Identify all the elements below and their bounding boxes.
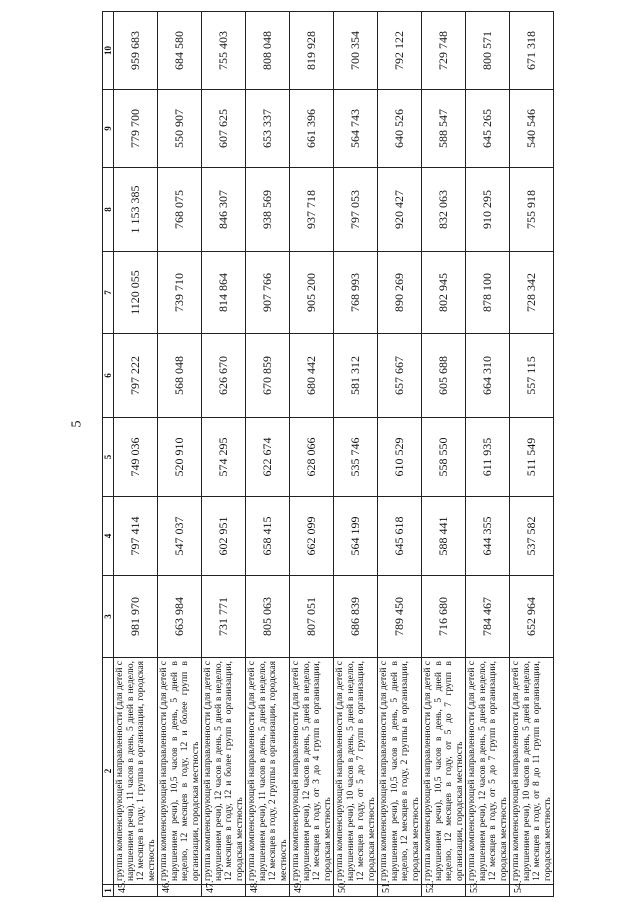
cost-value: 653 337 bbox=[246, 90, 290, 168]
cost-value: 981 970 bbox=[114, 576, 158, 658]
group-description: группа компенсирующей направленности (для детей с нарушением речи), 10 часов в день, 5 дней в неделю, 12 месяцев в году, от 8 до 11 групп в организации, городская местность bbox=[510, 658, 554, 885]
table-header-row bbox=[103, 12, 114, 897]
column-header: 2 bbox=[103, 658, 114, 885]
cost-value: 768 993 bbox=[334, 252, 378, 334]
row-number: 47. bbox=[202, 885, 246, 897]
cost-value: 779 700 bbox=[114, 90, 158, 168]
cost-value: 807 051 bbox=[290, 576, 334, 658]
cost-value: 800 571 bbox=[466, 12, 510, 90]
cost-value: 645 618 bbox=[378, 497, 422, 576]
cost-value: 535 746 bbox=[334, 418, 378, 497]
cost-value: 797 414 bbox=[114, 497, 158, 576]
cost-value: 611 935 bbox=[466, 418, 510, 497]
cost-value: 731 771 bbox=[202, 576, 246, 658]
cost-value: 797 222 bbox=[114, 334, 158, 418]
row-number: 48. bbox=[246, 885, 290, 897]
row-number: 45. bbox=[114, 885, 158, 897]
cost-value: 663 984 bbox=[158, 576, 202, 658]
cost-value: 814 864 bbox=[202, 252, 246, 334]
cost-value: 749 036 bbox=[114, 418, 158, 497]
cost-value: 819 928 bbox=[290, 12, 334, 90]
cost-value: 605 688 bbox=[422, 334, 466, 418]
cost-value: 1120 055 bbox=[114, 252, 158, 334]
group-description: группа компенсирующей направленности (для детей с нарушением речи), 11 часов в день, 5 дней в неделю, 12 месяцев в году, 2 группы в организации, городская местность bbox=[246, 658, 290, 885]
cost-value: 540 546 bbox=[510, 90, 554, 168]
cost-value: 610 529 bbox=[378, 418, 422, 497]
column-header: 6 bbox=[103, 334, 114, 418]
table-row bbox=[422, 12, 466, 897]
cost-value: 644 355 bbox=[466, 497, 510, 576]
cost-value: 645 265 bbox=[466, 90, 510, 168]
column-header: 5 bbox=[103, 418, 114, 497]
cost-value: 878 100 bbox=[466, 252, 510, 334]
cost-value: 716 680 bbox=[422, 576, 466, 658]
cost-value: 768 075 bbox=[158, 168, 202, 252]
cost-value: 802 945 bbox=[422, 252, 466, 334]
group-description: группа компенсирующей направленности (для детей с нарушением речи), 12 часов в день, 5 дней в неделю, 12 месяцев в году, от 5 до 7 групп в организации, городская местность bbox=[466, 658, 510, 885]
page-number: 5 bbox=[69, 420, 85, 428]
cost-value: 920 427 bbox=[378, 168, 422, 252]
cost-value: 652 964 bbox=[510, 576, 554, 658]
cost-value: 890 269 bbox=[378, 252, 422, 334]
cost-value: 574 295 bbox=[202, 418, 246, 497]
column-header: 3 bbox=[103, 576, 114, 658]
cost-value: 907 766 bbox=[246, 252, 290, 334]
group-description: группа компенсирующей направленности (для детей с нарушением речи), 12 часов в день, 5 дней в неделю, 12 месяцев в году, 12 и более групп в организации, городская местность bbox=[202, 658, 246, 885]
group-description: группа компенсирующей направленности (для детей с нарушением речи), 10 часов в день, 5 дней в неделю, 12 месяцев в году, от 5 до 7 групп в организации, городская местность bbox=[334, 658, 378, 885]
cost-value: 547 037 bbox=[158, 497, 202, 576]
cost-value: 755 403 bbox=[202, 12, 246, 90]
table-row bbox=[246, 12, 290, 897]
cost-value: 846 307 bbox=[202, 168, 246, 252]
cost-value: 808 048 bbox=[246, 12, 290, 90]
row-number: 50. bbox=[334, 885, 378, 897]
row-number: 52. bbox=[422, 885, 466, 897]
cost-value: 558 550 bbox=[422, 418, 466, 497]
table-row bbox=[334, 12, 378, 897]
table-row bbox=[158, 12, 202, 897]
cost-value: 910 295 bbox=[466, 168, 510, 252]
cost-value: 684 580 bbox=[158, 12, 202, 90]
cost-value: 662 099 bbox=[290, 497, 334, 576]
cost-value: 537 582 bbox=[510, 497, 554, 576]
cost-value: 622 674 bbox=[246, 418, 290, 497]
row-number: 53. bbox=[466, 885, 510, 897]
table-row bbox=[202, 12, 246, 897]
cost-value: 658 415 bbox=[246, 497, 290, 576]
cost-value: 671 318 bbox=[510, 12, 554, 90]
cost-value: 557 115 bbox=[510, 334, 554, 418]
column-header: 1 bbox=[103, 885, 114, 897]
cost-value: 937 718 bbox=[290, 168, 334, 252]
cost-value: 588 441 bbox=[422, 497, 466, 576]
row-number: 49. bbox=[290, 885, 334, 897]
cost-value: 938 569 bbox=[246, 168, 290, 252]
group-description: группа компенсирующей направленности (для детей с нарушением речи), 11 часов в день, 5 дней в неделю, 12 месяцев в году, 1 группа в организации, городская местность bbox=[114, 658, 158, 885]
cost-value: 520 910 bbox=[158, 418, 202, 497]
group-description: группа компенсирующей направленности (для детей с нарушением речи), 10,5 часов в день, 5 дней в неделю, 12 месяцев в году, 12 и более групп в организации, городская местность bbox=[158, 658, 202, 885]
column-header: 4 bbox=[103, 497, 114, 576]
cost-value: 729 748 bbox=[422, 12, 466, 90]
cost-value: 657 667 bbox=[378, 334, 422, 418]
cost-value: 602 951 bbox=[202, 497, 246, 576]
cost-value: 755 918 bbox=[510, 168, 554, 252]
group-description: группа компенсирующей направленности (для детей с нарушением речи), 10,5 часов в день, 5 дней в неделю, 12 месяцев в году, от 5 до 7 групп в организации, городская местность bbox=[422, 658, 466, 885]
cost-value: 805 063 bbox=[246, 576, 290, 658]
row-number: 51. bbox=[378, 885, 422, 897]
cost-value: 700 354 bbox=[334, 12, 378, 90]
cost-value: 626 670 bbox=[202, 334, 246, 418]
cost-value: 564 743 bbox=[334, 90, 378, 168]
table-row bbox=[114, 12, 158, 897]
cost-value: 568 048 bbox=[158, 334, 202, 418]
cost-value: 739 710 bbox=[158, 252, 202, 334]
cost-value: 959 683 bbox=[114, 12, 158, 90]
cost-value: 511 549 bbox=[510, 418, 554, 497]
cost-value: 661 396 bbox=[290, 90, 334, 168]
cost-value: 686 839 bbox=[334, 576, 378, 658]
cost-value: 640 526 bbox=[378, 90, 422, 168]
cost-table bbox=[102, 11, 554, 897]
cost-value: 784 467 bbox=[466, 576, 510, 658]
row-number: 54. bbox=[510, 885, 554, 897]
cost-value: 905 200 bbox=[290, 252, 334, 334]
cost-value: 664 310 bbox=[466, 334, 510, 418]
cost-value: 588 547 bbox=[422, 90, 466, 168]
cost-value: 792 122 bbox=[378, 12, 422, 90]
group-description: группа компенсирующей направленности (для детей с нарушением речи), 10,5 часов в день, 5 дней в неделю, 12 месяцев в году, 2 группы в организации, городская местность bbox=[378, 658, 422, 885]
group-description: группа компенсирующей направленности (для детей с нарушением речи), 12 часов в день, 5 дней в неделю, 12 месяцев в году, от 3 до 4 групп в организации, городская местность bbox=[290, 658, 334, 885]
cost-value: 1 153 385 bbox=[114, 168, 158, 252]
table-row bbox=[378, 12, 422, 897]
cost-value: 670 859 bbox=[246, 334, 290, 418]
column-header: 7 bbox=[103, 252, 114, 334]
cost-value: 550 907 bbox=[158, 90, 202, 168]
table-row bbox=[290, 12, 334, 897]
cost-value: 628 066 bbox=[290, 418, 334, 497]
cost-value: 789 450 bbox=[378, 576, 422, 658]
row-number: 46. bbox=[158, 885, 202, 897]
cost-value: 607 625 bbox=[202, 90, 246, 168]
column-header: 9 bbox=[103, 90, 114, 168]
cost-value: 797 053 bbox=[334, 168, 378, 252]
column-header: 8 bbox=[103, 168, 114, 252]
table-row bbox=[510, 12, 554, 897]
rotated-page bbox=[102, 12, 553, 897]
cost-value: 564 199 bbox=[334, 497, 378, 576]
cost-value: 581 312 bbox=[334, 334, 378, 418]
column-header: 10 bbox=[103, 12, 114, 90]
cost-value: 680 442 bbox=[290, 334, 334, 418]
cost-value: 728 342 bbox=[510, 252, 554, 334]
cost-value: 832 063 bbox=[422, 168, 466, 252]
table-row bbox=[466, 12, 510, 897]
